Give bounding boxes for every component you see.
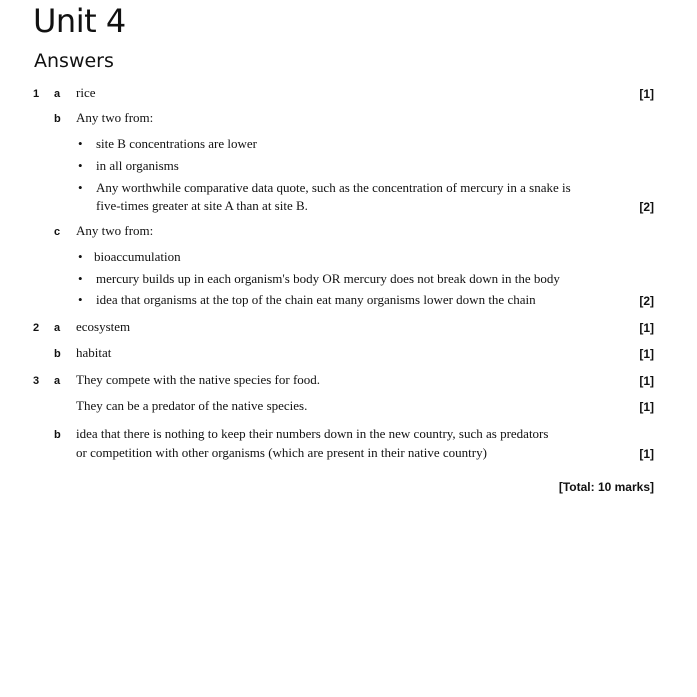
bullet-icon: • [78, 158, 83, 173]
answer-text: They compete with the native species for food. [76, 372, 321, 387]
answer-1a [0, 85, 697, 103]
list-item-continued [0, 198, 697, 216]
bullet-text: bioaccumulation [94, 249, 181, 264]
mark: [1] [639, 347, 654, 361]
answer-text: Any two from: [76, 223, 154, 238]
bullet-text: Any worthwhile comparative data quote, such as the concentration of mercury in a snake is [96, 180, 571, 195]
part-letter: b [54, 113, 61, 125]
answer-3b-line2 [0, 445, 697, 463]
bullet-text: idea that organisms at the top of the chain eat many organisms lower down the chain [96, 292, 536, 307]
answer-text: They can be a predator of the native species. [76, 398, 308, 413]
section-heading: Answers [34, 50, 114, 72]
total-row [0, 478, 697, 496]
mark: [1] [639, 374, 654, 388]
bullet-icon: • [78, 292, 83, 307]
answer-text: habitat [76, 345, 112, 360]
answer-1b [0, 110, 697, 128]
mark: [2] [639, 200, 654, 214]
list-item [0, 271, 697, 289]
answer-1c [0, 223, 697, 241]
question-number: 3 [33, 375, 40, 387]
part-letter: a [54, 88, 61, 100]
bullet-icon: • [78, 136, 83, 151]
mark: [1] [639, 87, 654, 101]
question-number: 1 [33, 88, 40, 100]
answer-text: rice [76, 85, 96, 100]
part-letter: a [54, 322, 61, 334]
bullet-text: in all organisms [96, 158, 179, 173]
mark: [1] [639, 400, 654, 414]
bullet-text: site B concentrations are lower [96, 136, 257, 151]
bullet-icon: • [78, 180, 83, 195]
mark: [2] [639, 294, 654, 308]
answer-2b [0, 345, 697, 363]
question-number: 2 [33, 322, 40, 334]
part-letter: b [54, 429, 61, 441]
part-letter: c [54, 226, 61, 238]
mark: [1] [639, 321, 654, 335]
list-item [0, 249, 697, 267]
bullet-text: five-times greater at site A than at site B. [96, 198, 308, 213]
part-letter: a [54, 375, 61, 387]
bullet-icon: • [78, 249, 83, 264]
bullet-icon: • [78, 271, 83, 286]
answer-2a [0, 319, 697, 337]
list-item [0, 136, 697, 154]
list-item [0, 292, 697, 310]
part-letter: b [54, 348, 61, 360]
answer-text: Any two from: [76, 110, 154, 125]
mark: [1] [639, 447, 654, 461]
answer-text: ecosystem [76, 319, 131, 334]
answer-3b [0, 426, 697, 444]
list-item [0, 180, 697, 198]
page-title: Unit 4 [33, 2, 126, 40]
list-item [0, 158, 697, 176]
answer-text: or competition with other organisms (which are present in their native country) [76, 445, 487, 460]
answer-text: idea that there is nothing to keep their numbers down in the new country, such as predators [76, 426, 549, 441]
answer-3a [0, 372, 697, 390]
answer-3a-line2 [0, 398, 697, 416]
bullet-text: mercury builds up in each organism's body OR mercury does not break down in the body [96, 271, 560, 286]
total-marks: [Total: 10 marks] [558, 480, 654, 494]
